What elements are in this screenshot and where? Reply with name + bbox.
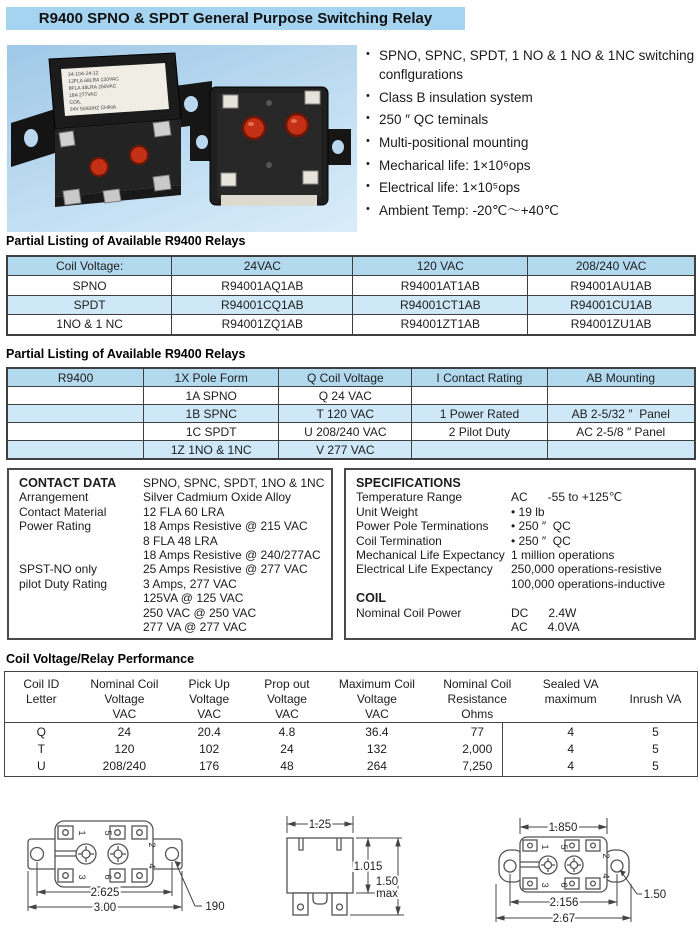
table-cell: R94001AQ1AB — [171, 276, 352, 294]
header-line: Resistance — [447, 692, 507, 706]
column-header — [171, 677, 247, 722]
table-cell: 4 — [567, 742, 574, 757]
dimension-label: 3.00 — [93, 902, 117, 914]
table-cell: 132 — [366, 742, 387, 757]
feature-item: • Ambient Temp: -20℃～+40℃ — [366, 201, 696, 220]
box-value: • 250 ″ QC — [511, 519, 571, 534]
table-cell: 120 — [114, 742, 135, 757]
box-label: SPST-NO only — [19, 562, 98, 577]
header-line: Pick Up — [188, 677, 230, 691]
terminal-number: 3 — [539, 882, 550, 888]
table-cell: 36.4 — [365, 724, 389, 739]
box-value: 18 Amps Resistive @ 215 VAC — [143, 519, 308, 534]
table-cell: T 120 VAC — [278, 405, 411, 422]
table-cell: 176 — [199, 759, 220, 774]
box-label: Temperature Range — [356, 490, 463, 505]
box-value: DC 2.4W — [511, 605, 577, 620]
header-line — [527, 707, 614, 722]
table-cell: 5 — [652, 759, 659, 774]
table-header-row — [8, 257, 694, 275]
table-cell: 5 — [652, 742, 659, 757]
box-title: CONTACT DATA — [19, 476, 117, 490]
listing-heading-2: Partial Listing of Available R9400 Relays — [6, 347, 246, 361]
header-line: Nominal Coil — [443, 677, 512, 691]
table-cell: V 277 VAC — [278, 441, 411, 458]
column-divider — [502, 722, 504, 777]
dimension-label: 1.50 — [375, 876, 399, 888]
dimension-label: 2.67 — [552, 913, 576, 925]
table-cell — [547, 387, 694, 404]
relay-listing-table-1 — [6, 255, 696, 336]
column-header — [427, 677, 527, 722]
table-row — [5, 740, 697, 757]
column-header — [5, 677, 78, 722]
dimension-label-suffix: max — [376, 888, 398, 900]
header-line: Sealed VA — [542, 677, 599, 691]
header-line: Letter — [25, 692, 57, 706]
column-header: 1X Pole Form — [143, 369, 278, 386]
header-line: VAC — [365, 707, 389, 721]
terminal-number: 2 — [146, 842, 157, 848]
table-cell: R94001ZQ1AB — [171, 315, 352, 333]
box-value: 250,000 operations-resistive — [511, 562, 662, 577]
table-cell — [547, 441, 694, 458]
header-line: VAC — [275, 707, 299, 721]
table-cell: 7,250 — [462, 759, 493, 774]
performance-header — [5, 672, 697, 723]
specifications-box — [344, 468, 696, 640]
header-line: Voltage — [266, 692, 307, 706]
box-value — [511, 591, 688, 605]
table-cell: R94001ZT1AB — [352, 315, 527, 333]
table-row — [5, 758, 697, 775]
header-line: Voltage — [104, 692, 145, 706]
column-header — [78, 677, 171, 722]
header-line — [5, 707, 78, 722]
table-cell — [8, 405, 143, 422]
dimension-label: 1.25 — [308, 819, 332, 831]
column-header — [247, 677, 327, 722]
page-title: R9400 SPNO & SPDT General Purpose Switching Relay — [6, 7, 465, 30]
table-row — [8, 422, 694, 440]
table-cell: 77 — [470, 724, 484, 739]
table-cell: 4 — [567, 759, 574, 774]
column-header: Q Coil Voltage — [278, 369, 411, 386]
table-cell: 1NO & 1 NC — [56, 317, 123, 332]
drawing-top-view-strap — [5, 788, 285, 933]
header-line: maximum — [544, 692, 597, 706]
terminal-number: 6 — [558, 882, 569, 888]
box-value: AC -55 to +125℃ — [511, 490, 623, 505]
terminal-number: 2 — [600, 853, 611, 859]
box-label: Nominal Coil Power — [356, 605, 462, 620]
table-cell — [8, 387, 143, 404]
box-label: Power Rating — [19, 519, 92, 534]
feature-item: • Mecharical life: 1×10⁶ops — [366, 156, 696, 175]
table-cell — [8, 423, 143, 440]
table-row — [5, 723, 697, 740]
dimension-label: 2.625 — [90, 887, 120, 899]
table-cell — [8, 441, 143, 458]
column-header: 24VAC — [171, 257, 352, 275]
box-value: 277 VA @ 277 VAC — [143, 619, 247, 634]
terminal-number: 4 — [146, 863, 157, 869]
header-line: VAC — [112, 707, 137, 721]
table-cell: SPDT — [73, 297, 106, 312]
dimension-label: 1.850 — [548, 822, 578, 834]
column-header: 120 VAC — [352, 257, 527, 275]
box-label: Power Pole Terminations — [356, 519, 489, 534]
box-label — [19, 606, 143, 620]
column-header — [527, 677, 614, 722]
box-subtitle: COIL — [356, 591, 387, 606]
table-cell: 4 — [567, 724, 574, 739]
box-label — [19, 591, 143, 605]
table-cell: AB 2-5/32 ″ Panel — [547, 405, 694, 422]
box-label: Unit Weight — [356, 504, 418, 519]
nameplate-line: 34-10A-24-12 — [67, 70, 99, 78]
hole-dimension-label: 1.50 — [643, 889, 667, 901]
box-value: • 19 lb — [511, 504, 545, 519]
table-cell: 1B SPNC — [143, 405, 278, 422]
box-value — [511, 476, 688, 490]
terminal-number: 6 — [102, 874, 113, 880]
box-label — [19, 534, 143, 548]
box-value: • 250 ″ QC — [511, 533, 571, 548]
table-row — [8, 386, 694, 404]
table-cell: 1C SPDT — [143, 423, 278, 440]
table-cell: 48 — [280, 759, 294, 774]
terminal-number: 1 — [539, 844, 550, 850]
table-cell: 2,000 — [462, 742, 493, 757]
nameplate-line: COIL — [69, 99, 82, 106]
header-line: Voltage — [189, 692, 230, 706]
header-line: Inrush VA — [629, 692, 682, 706]
table-cell: 1Z 1NO & 1NC — [143, 441, 278, 458]
drawing-side-view — [280, 788, 415, 933]
column-header: Coil Voltage: — [55, 259, 124, 274]
box-label — [356, 620, 511, 634]
table-cell: R94001AT1AB — [352, 276, 527, 294]
relay-listing-table-2 — [6, 367, 696, 460]
feature-list — [366, 46, 696, 224]
header-line: VAC — [197, 707, 222, 721]
box-value: 25 Amps Resistive @ 277 VAC — [143, 562, 308, 577]
table-cell: 24 — [117, 724, 132, 739]
header-line — [614, 707, 697, 722]
box-value: SPNO, SPNC, SPDT, 1NO & 1NC — [143, 476, 325, 490]
box-label: Coil Termination — [356, 533, 442, 548]
table-cell: R94001CT1AB — [352, 296, 527, 314]
relay-photo-illustration — [7, 45, 357, 232]
nameplate-line: 24V 50/60HZ CHINA — [69, 104, 117, 113]
table-row — [8, 275, 694, 294]
box-value: 18 Amps Resistive @ 240/277AC — [143, 547, 321, 562]
box-label: Mechanical Life Expectancy — [356, 547, 505, 562]
box-label: Contact Material — [19, 504, 107, 519]
table-cell: R94001CQ1AB — [171, 296, 352, 314]
performance-table — [4, 671, 698, 777]
box-value: Silver Cadmium Oxide Alloy — [143, 490, 292, 505]
header-line — [614, 677, 697, 692]
table-row — [8, 404, 694, 422]
listing-heading-1: Partial Listing of Available R9400 Relays — [6, 234, 246, 248]
feature-item: • SPNO, SPNC, SPDT, 1 NO & 1 NO & 1NC switching conflgurations — [366, 46, 696, 84]
box-label: Electrical Life Expectancy — [356, 562, 493, 577]
table-cell: 1 Power Rated — [411, 405, 546, 422]
table-cell: Q 24 VAC — [278, 387, 411, 404]
column-header: 208/240 VAC — [527, 257, 694, 275]
header-line: Coil ID — [23, 677, 60, 691]
table-cell: R94001ZU1AB — [527, 315, 694, 333]
column-header: AB Mounting — [547, 369, 694, 386]
table-cell: 20.4 — [197, 724, 221, 739]
box-value: 8 FLA 48 LRA — [143, 533, 218, 548]
nameplate-line: 18A 277VAC — [68, 91, 98, 99]
table-cell: R94001CU1AB — [527, 296, 694, 314]
column-header — [614, 677, 697, 722]
box-label: pilot Duty Rating — [19, 576, 108, 591]
table-cell: U — [36, 759, 46, 774]
dimension-label: 1.015 — [353, 861, 383, 873]
terminal-number: 3 — [76, 874, 87, 880]
table-row — [8, 295, 694, 314]
header-line: Prop out — [264, 677, 310, 691]
column-header: R9400 — [57, 370, 94, 385]
box-value: AC 4.0VA — [511, 619, 580, 634]
box-value: 125VA @ 125 VAC — [143, 591, 244, 606]
table-row — [8, 440, 694, 458]
box-value: 250 VAC @ 250 VAC — [143, 605, 257, 620]
table-cell — [411, 387, 546, 404]
nameplate-line: 12FLA 68LRA 120VAC — [68, 76, 119, 85]
dimension-drawings — [0, 788, 700, 933]
terminal-number: 5 — [558, 844, 569, 850]
table-cell: 4.8 — [278, 724, 296, 739]
table-cell: 5 — [652, 724, 659, 739]
table-cell: 264 — [366, 759, 387, 774]
header-line: Ohms — [461, 707, 494, 721]
hole-dimension-label: 190 — [205, 901, 225, 913]
table-cell: 208/240 — [102, 759, 147, 774]
product-photo — [7, 45, 357, 232]
box-label — [19, 548, 143, 562]
box-label — [19, 620, 143, 634]
drawing-top-view-ears — [470, 788, 698, 933]
table-cell: AC 2-5/8 ″ Panel — [547, 423, 694, 440]
table-cell — [411, 441, 546, 458]
box-value: 100,000 operations-inductive — [511, 576, 666, 591]
table-cell: 2 Pilot Duty — [411, 423, 546, 440]
header-line: Nominal Coil — [90, 677, 159, 691]
box-value: 12 FLA 60 LRA — [143, 504, 225, 519]
table-header-row — [8, 369, 694, 386]
table-cell: T — [37, 742, 45, 757]
header-line: Maximum Coil — [338, 677, 415, 691]
feature-item: • Multi-positional mounting — [366, 133, 696, 152]
performance-heading: Coil Voltage/Relay Performance — [6, 652, 195, 666]
terminal-number: 4 — [600, 873, 611, 879]
table-cell: 102 — [199, 742, 220, 757]
table-cell: 1A SPNO — [143, 387, 278, 404]
box-value: 1 million operations — [511, 547, 615, 562]
feature-item: • Class B insulation system — [366, 88, 696, 107]
table-cell: U 208/240 VAC — [278, 423, 411, 440]
box-title: SPECIFICATIONS — [356, 476, 461, 490]
terminal-number: 1 — [76, 830, 87, 836]
table-cell: 24 — [280, 742, 294, 757]
table-cell: SPNO — [72, 278, 107, 293]
dimension-label: 2.156 — [549, 897, 579, 909]
feature-item: • Electrical life: 1×10⁵ops — [366, 178, 696, 197]
terminal-number: 5 — [102, 830, 113, 836]
column-header: I Contact Rating — [411, 369, 546, 386]
nameplate-line: 8FLA 48LRA 250VAC — [68, 83, 117, 92]
header-line: Voltage — [356, 692, 397, 706]
column-header — [327, 677, 427, 722]
table-row — [8, 314, 694, 333]
contact-data-box — [7, 468, 333, 640]
box-value: 3 Amps, 277 VAC — [143, 576, 237, 591]
box-label — [356, 577, 511, 591]
box-label: Arrangement — [19, 490, 89, 505]
table-cell: R94001AU1AB — [527, 276, 694, 294]
table-cell: Q — [36, 724, 46, 739]
feature-item: • 250 ″ QC teminals — [366, 110, 696, 129]
